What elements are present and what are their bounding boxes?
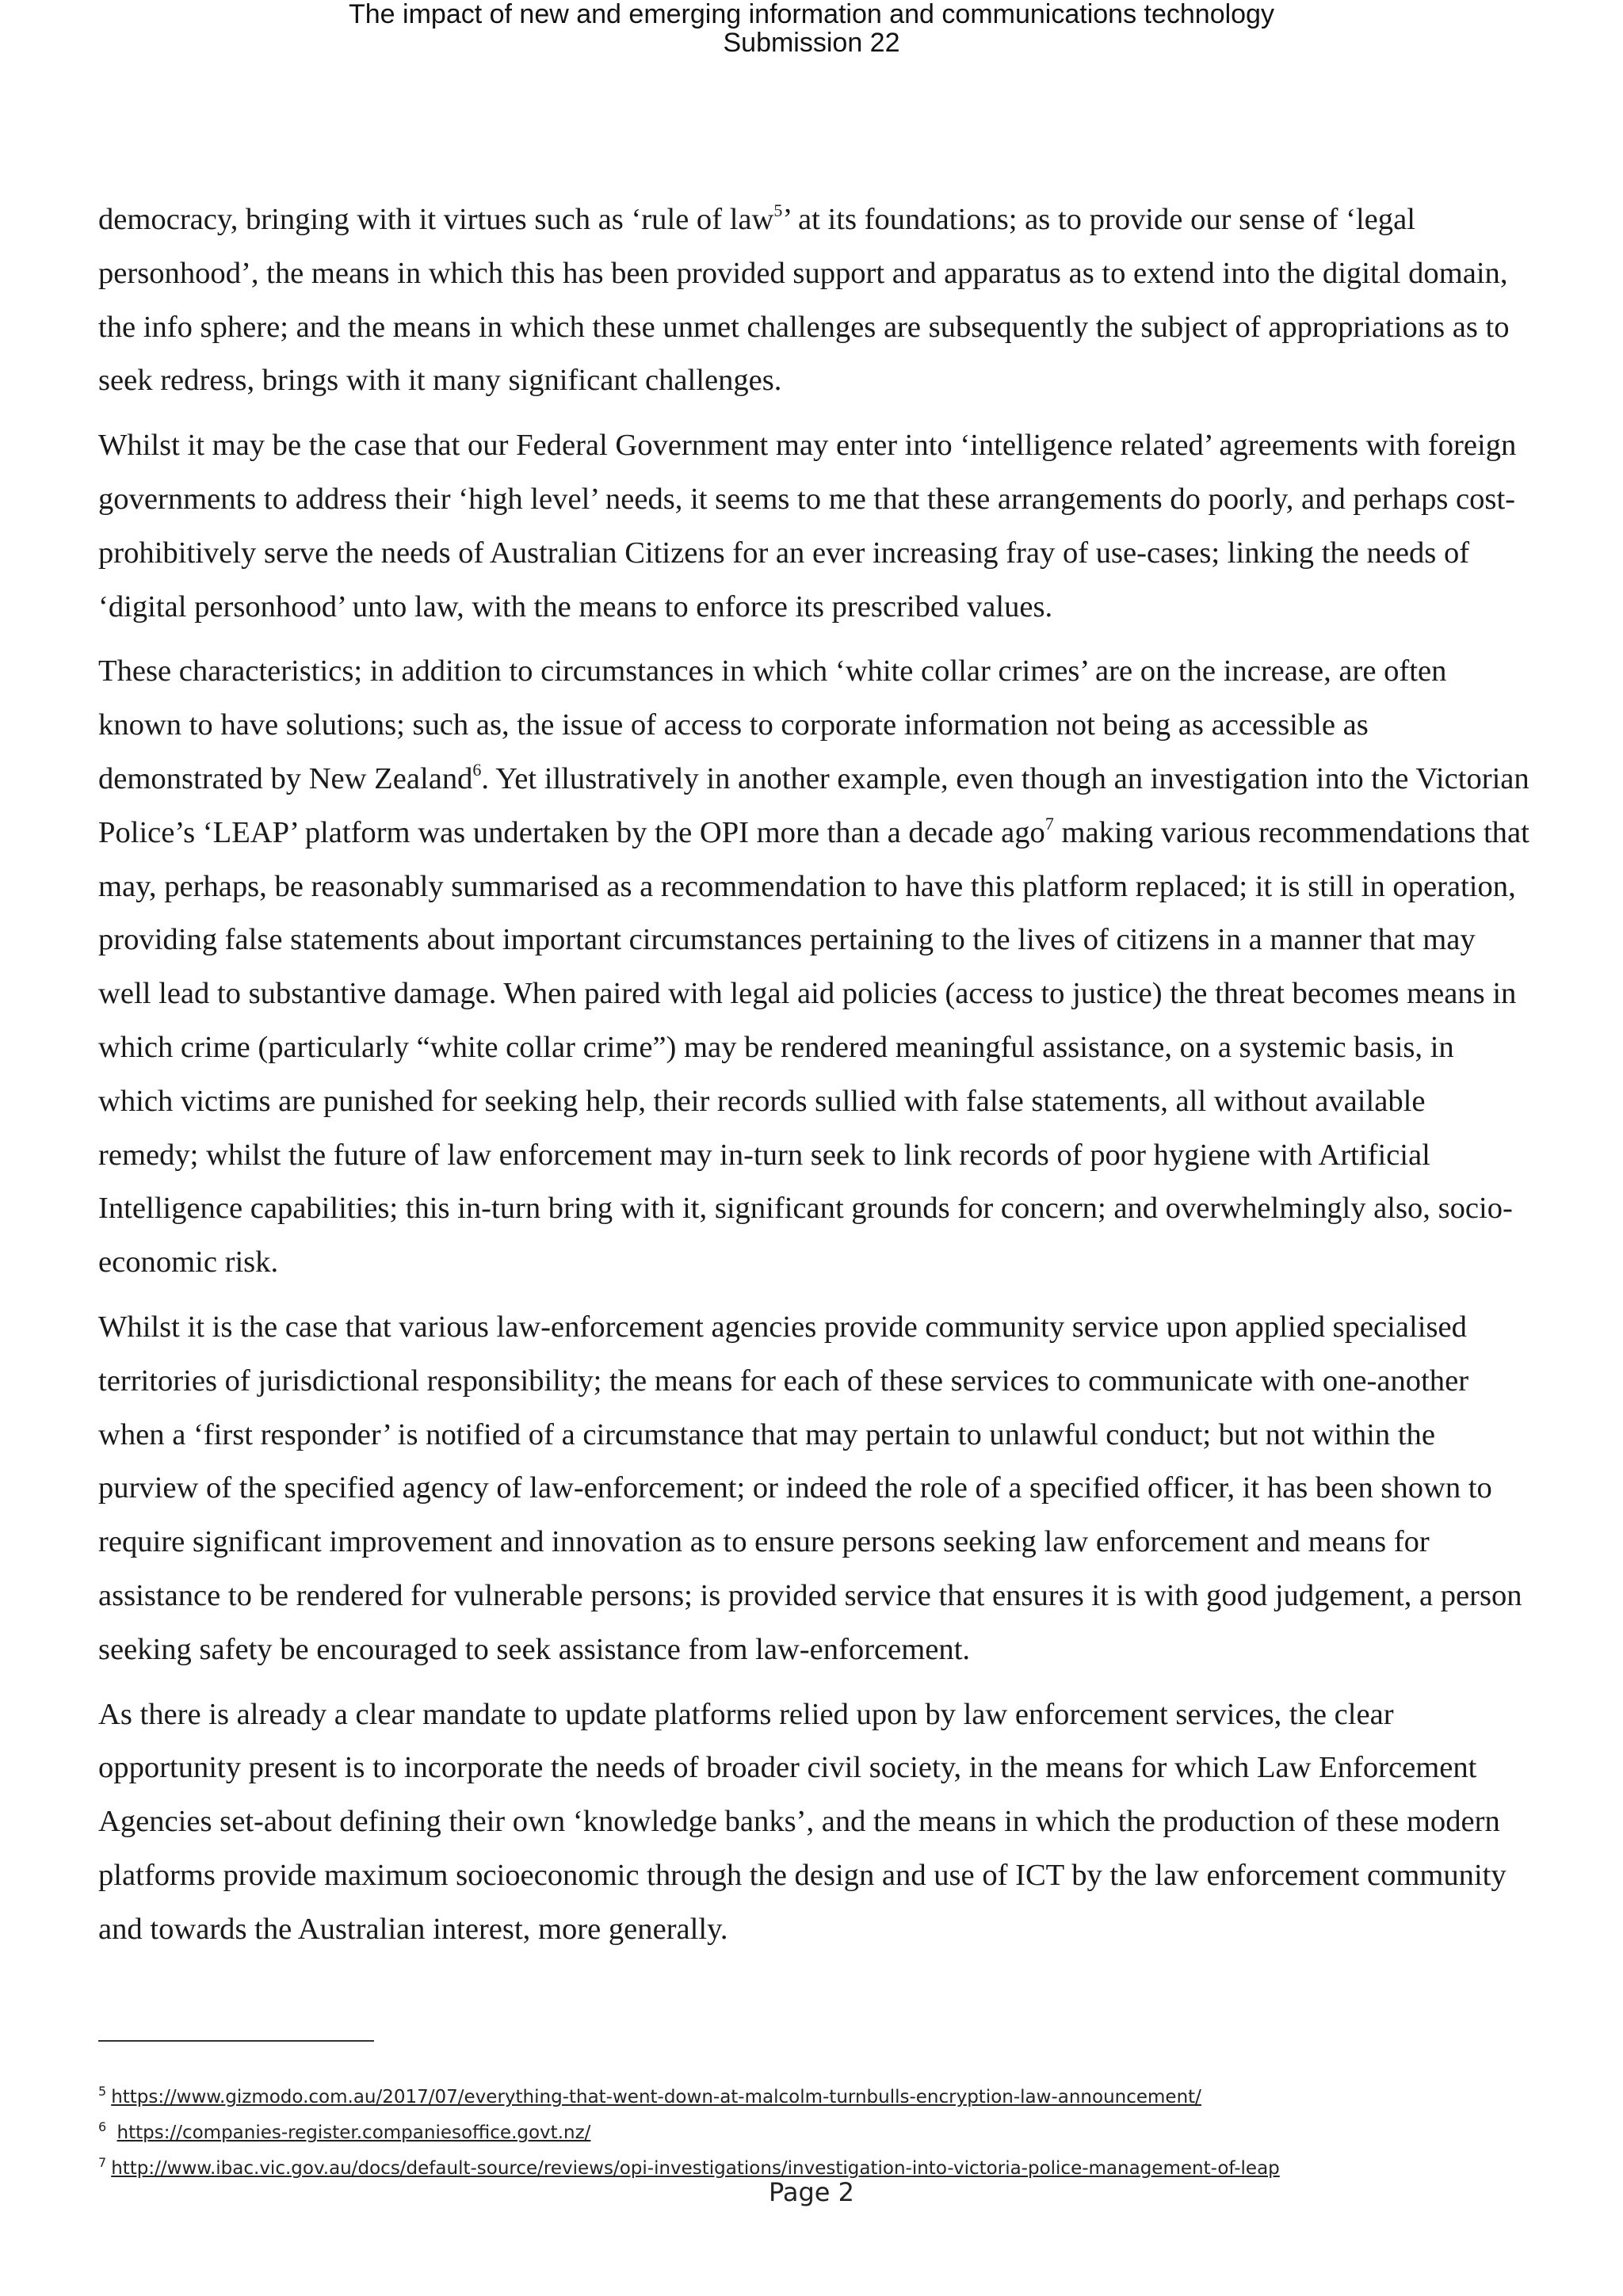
footnote-ref-6[interactable]: 6 [472,760,482,780]
paragraph-3-text-b: . Yet illustratively in another example, even though an investigation into the Victorian Police’s ‘LEAP’ platform was undertaken by the OPI more than a decade ago [98,761,1529,849]
footnote-link-7[interactable]: http://www.ibac.vic.gov.au/docs/default-source/reviews/opi-investigations/investigation-into-victoria-police-management-of-leap [111,2158,1280,2179]
paragraph-2: Whilst it may be the case that our Federal Government may enter into ‘intelligence related’ agreements with foreign governments to address their ‘high level’ needs, it seems to me that these arrangements do poorly, and perhaps cost-prohibitively serve the needs of Australian Citizens for an ever increasing fray of use-cases; linking the needs of ‘digital personhood’ unto law, with the means to enforce its prescribed values. [98,429,1517,624]
paragraph-1-text-a: democracy, bringing with it virtues such as ‘rule of law [98,203,774,236]
footnote-ref-7[interactable]: 7 [1044,813,1054,833]
paragraph-3 [98,645,1531,1290]
footnote-number: 7 [98,2155,107,2171]
footnote-number: 5 [98,2084,107,2100]
footnotes [98,2080,1531,2187]
paragraph-3-text-c: making various recommendations that may, perhaps, be reasonably summarised as a recommendation to have this platform replaced; it is still in operation, providing false statements about important circumstances pertaining to the lives of citizens in a manner that may well lead to substantive damage. When paired with legal aid policies (access to justice) the threat becomes means in which crime (particularly “white collar crime”) may be rendered meaningful assistance, on a systemic basis, in which victims are punished for seeking help, their records sullied with false statements, all without available remedy; whilst the future of law enforcement may in-turn seek to link records of poor hygiene with Artificial Intelligence capabilities; this in-turn bring with it, significant grounds for concern; and overwhelmingly also, socio-economic risk. [98,815,1529,1280]
paragraph-1-text-b: ’ at its foundations; as to provide our sense of ‘legal personhood’, the means in which this has been provided support and apparatus as to extend into the digital domain, the info sphere; and the means in which these unmet challenges are subsequently the subject of appropriations as to seek redress, brings with it many significant challenges. [98,203,1510,398]
paragraph-4: Whilst it is the case that various law-enforcement agencies provide community service upon applied specialised territories of jurisdictional responsibility; the means for each of these services to communicate with one-another when a ‘first responder’ is notified of a circumstance that may pertain to unlawful conduct; but not within the purview of the specified agency of law-enforcement; or indeed the role of a specified officer, it has been shown to require significant improvement and innovation as to ensure persons seeking law enforcement and means for assistance to be rendered for vulnerable persons; is provided service that ensures it is with good judgement, a person seeking safety be encouraged to seek assistance from law-enforcement. [98,1310,1522,1666]
footnote-6 [98,2115,1531,2151]
footnote-5 [98,2080,1531,2115]
paragraph-5: As there is already a clear mandate to update platforms relied upon by law enforcement services, the clear opportunity present is to incorporate the needs of broader civil society, in the means for which Law Enforcement Agencies set-about defining their own ‘knowledge banks’, and the means in which the production of these modern platforms provide maximum socioeconomic through the design and use of ICT by the law enforcement community and towards the Australian interest, more generally. [98,1697,1507,1946]
footnote-link-5[interactable]: https://www.gizmodo.com.au/2017/07/everything-that-went-down-at-malcolm-turnbulls-encryption-law-announcement/ [111,2087,1201,2107]
header-title: The impact of new and emerging information and communications technology [349,0,1274,29]
footnote-link-6[interactable]: https://companies-register.companiesoffice.govt.nz/ [116,2122,591,2143]
paragraph-3-text-a: These characteristics; in addition to circumstances in which ‘white collar crimes’ are on the increase, are often known to have solutions; such as, the issue of access to corporate information not being as accessible as demonstrated by New Zealand [98,654,1447,795]
page-header [0,0,1623,57]
page-number: Page 2 [769,2177,854,2207]
document-body [98,193,1531,1968]
footnote-separator [98,2040,374,2042]
footnote-ref-5[interactable]: 5 [773,200,783,221]
paragraph-1 [98,193,1531,408]
footnote-number: 6 [98,2119,107,2135]
header-subtitle: Submission 22 [723,28,900,58]
